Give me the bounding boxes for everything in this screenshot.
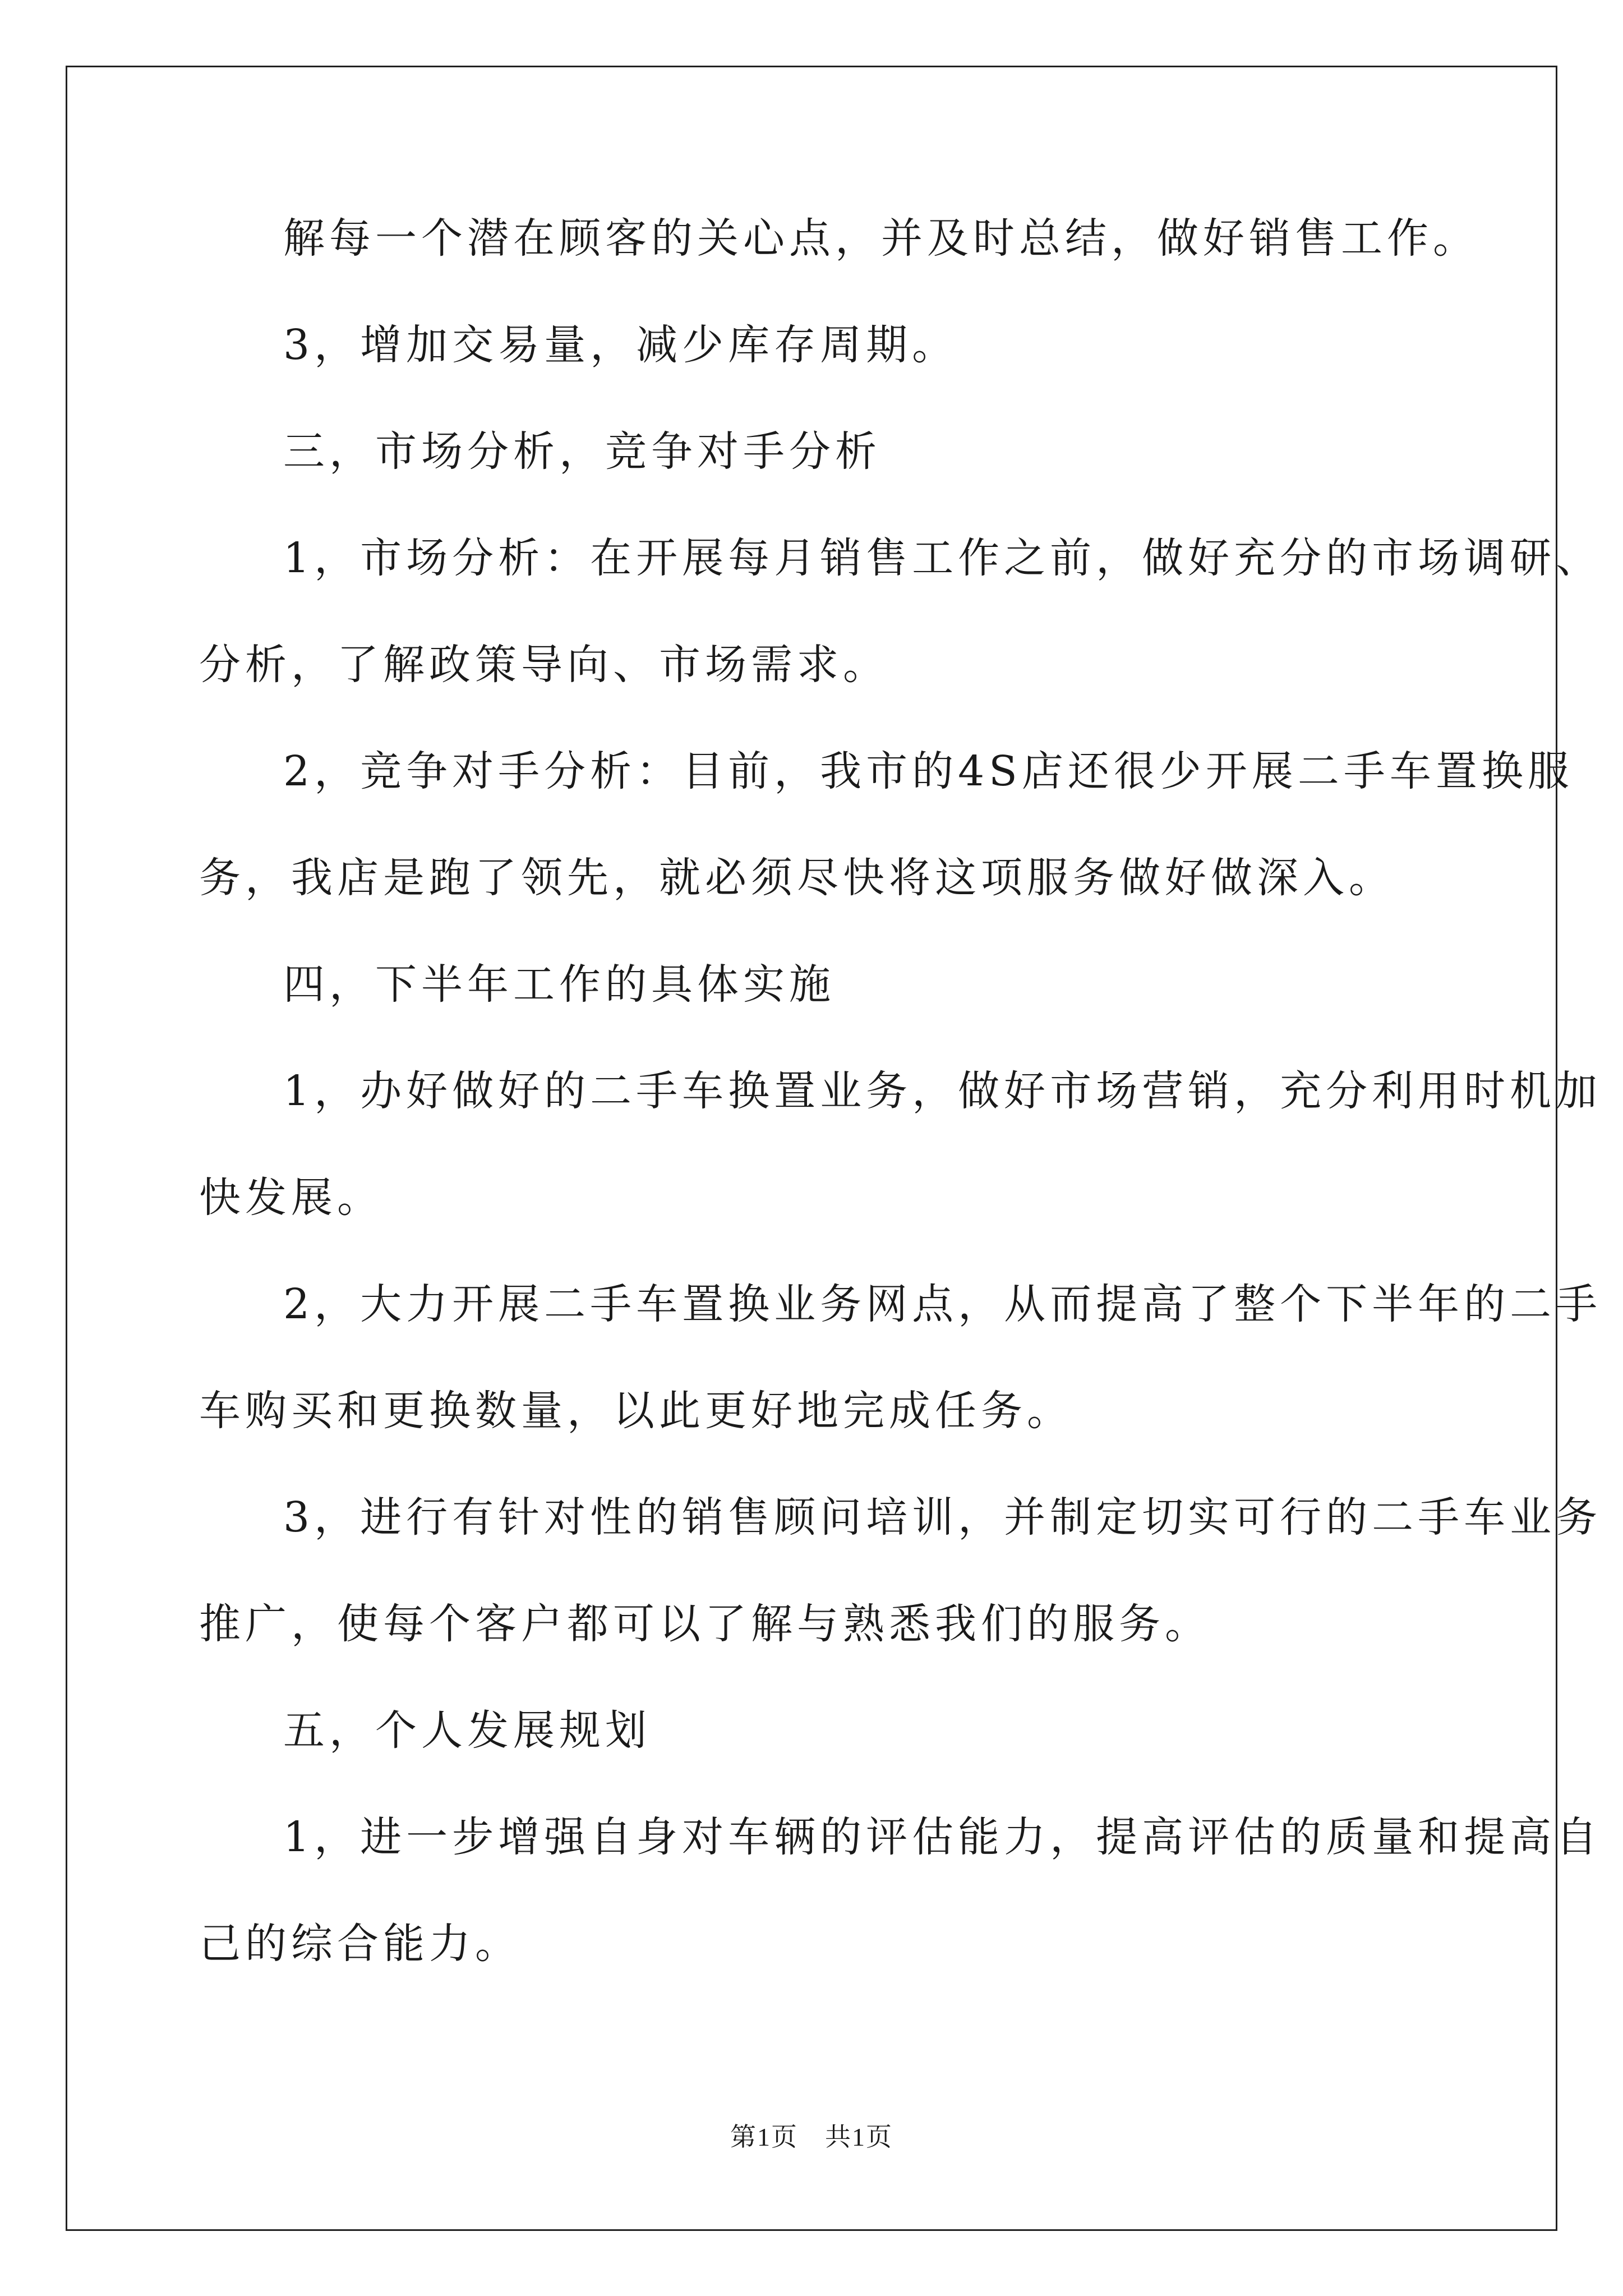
text-line: 己的综合能力。 (199, 1920, 521, 1968)
text-line: 2，大力开展二手车置换业务网点，从而提高了整个下半年的二手 (283, 1280, 1602, 1328)
text-line: 推广，使每个客户都可以了解与熟悉我们的服务。 (199, 1600, 1211, 1648)
text-line: 解每一个潜在顾客的关心点，并及时总结，做好销售工作。 (283, 214, 1479, 263)
text-line: 3，增加交易量，减少库存周期。 (283, 321, 958, 369)
page-number-footer: 第1页 共1页 (730, 2123, 893, 2151)
section-heading: 五，个人发展规划 (283, 1706, 651, 1755)
text-line: 1，进一步增强自身对车辆的评估能力，提高评估的质量和提高自 (283, 1813, 1602, 1861)
text-line: 1，办好做好的二手车换置业务，做好市场营销，充分利用时机加 (283, 1067, 1602, 1115)
text-line: 2，竞争对手分析：目前，我市的4S店还很少开展二手车置换服 (283, 747, 1574, 795)
section-heading: 三，市场分析，竞争对手分析 (283, 427, 881, 476)
page-border (66, 66, 1557, 2231)
text-line: 务，我店是跑了领先，就必须尽快将这项服务做好做深入。 (199, 854, 1395, 902)
text-line: 3，进行有针对性的销售顾问培训，并制定切实可行的二手车业务 (283, 1493, 1602, 1542)
text-line: 车购买和更换数量，以此更好地完成任务。 (199, 1387, 1073, 1435)
text-line: 快发展。 (199, 1174, 383, 1222)
text-line: 分析，了解政策导向、市场需求。 (199, 641, 889, 689)
section-heading: 四，下半年工作的具体实施 (283, 960, 835, 1009)
text-line: 1，市场分析：在开展每月销售工作之前，做好充分的市场调研、 (283, 534, 1602, 582)
